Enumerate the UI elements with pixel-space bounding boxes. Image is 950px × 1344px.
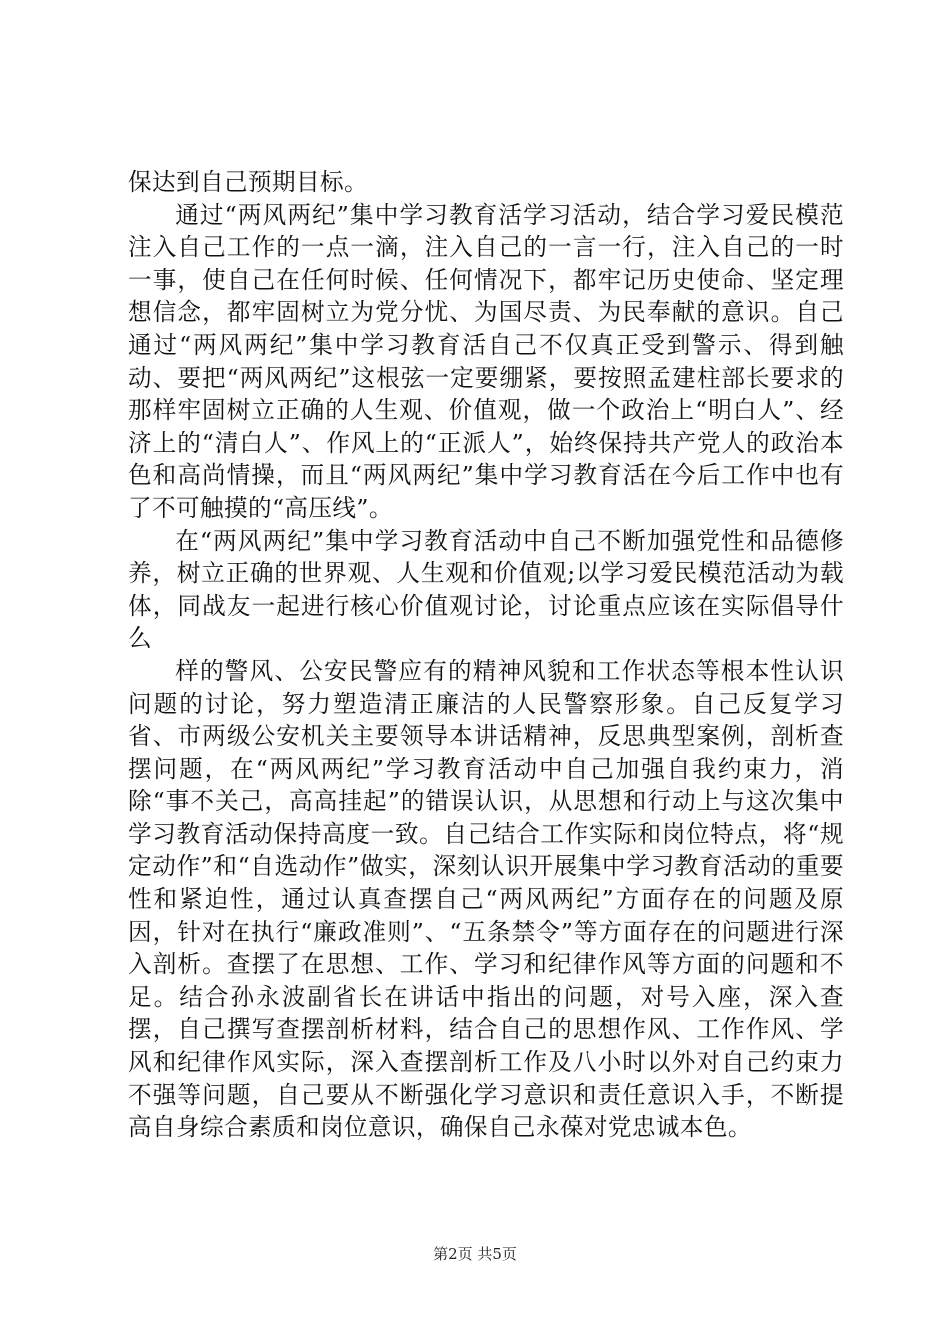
page-footer bbox=[0, 1244, 950, 1264]
page-number-label: 第2页 共5页 bbox=[433, 1245, 517, 1263]
paragraph-3: 在“两风两纪”集中学习教育活动中自己不断加强党性和品德修养，树立正确的世界观、人生观和价值观;以学习爱民模范活动为载体，同战友一起进行核心价值观讨论，讨论重点应该在实际倡导什么 bbox=[128, 526, 844, 653]
paragraph-1: 保达到自己预期目标。 bbox=[128, 168, 368, 196]
paragraph-4: 样的警风、公安民警应有的精神风貌和工作状态等根本性认识问题的讨论，努力塑造清正廉洁的人民警察形象。自己反复学习省、市两级公安机关主要领导本讲话精神，反思典型案例，剖析查摆问题，在“两风两纪”学习教育活动中自己加强自我约束力，消除“事不关己，高高挂起”的错误认识，从思想和行动上与这次集中学习教育活动保持高度一致。自己结合工作实际和岗位特点，将“规定动作”和“自选动作”做实，深刻认识开展集中学习教育活动的重要性和紧迫性，通过认真查摆自己“两风两纪”方面存在的问题及原因，针对在执行“廉政准则”、“五条禁令”等方面存在的问题进行深入剖析。查摆了在思想、工作、学习和纪律作风等方面的问题和不足。结合孙永波副省长在讲话中指出的问题，对号入座，深入查摆，自己撰写查摆剖析材料，结合自己的思想作风、工作作风、学风和纪律作风实际，深入查摆剖析工作及八小时以外对自己约束力不强等问题，自己要从不断强化学习意识和责任意识入手，不断提高自身综合素质和岗位意识，确保自己永葆对党忠诚本色。 bbox=[128, 656, 844, 1142]
document-body bbox=[128, 166, 844, 1144]
paragraph-2: 通过“两风两纪”集中学习教育活学习活动，结合学习爱民模范注入自己工作的一点一滴，注入自己的一言一行，注入自己的一时一事，使自己在任何时候、任何情况下，都牢记历史使命、坚定理想信念，都牢固树立为党分忧、为国尽责、为民奉献的意识。自己通过“两风两纪”集中学习教育活自己不仅真正受到警示、得到触动、要把“两风两纪”这根弦一定要绷紧，要按照孟建柱部长要求的那样牢固树立正确的人生观、价值观，做一个政治上“明白人”、经济上的“清白人”、作风上的“正派人”，始终保持共产党人的政治本色和高尚情操，而且“两风两纪”集中学习教育活在今后工作中也有了不可触摸的“高压线”。 bbox=[128, 200, 844, 522]
